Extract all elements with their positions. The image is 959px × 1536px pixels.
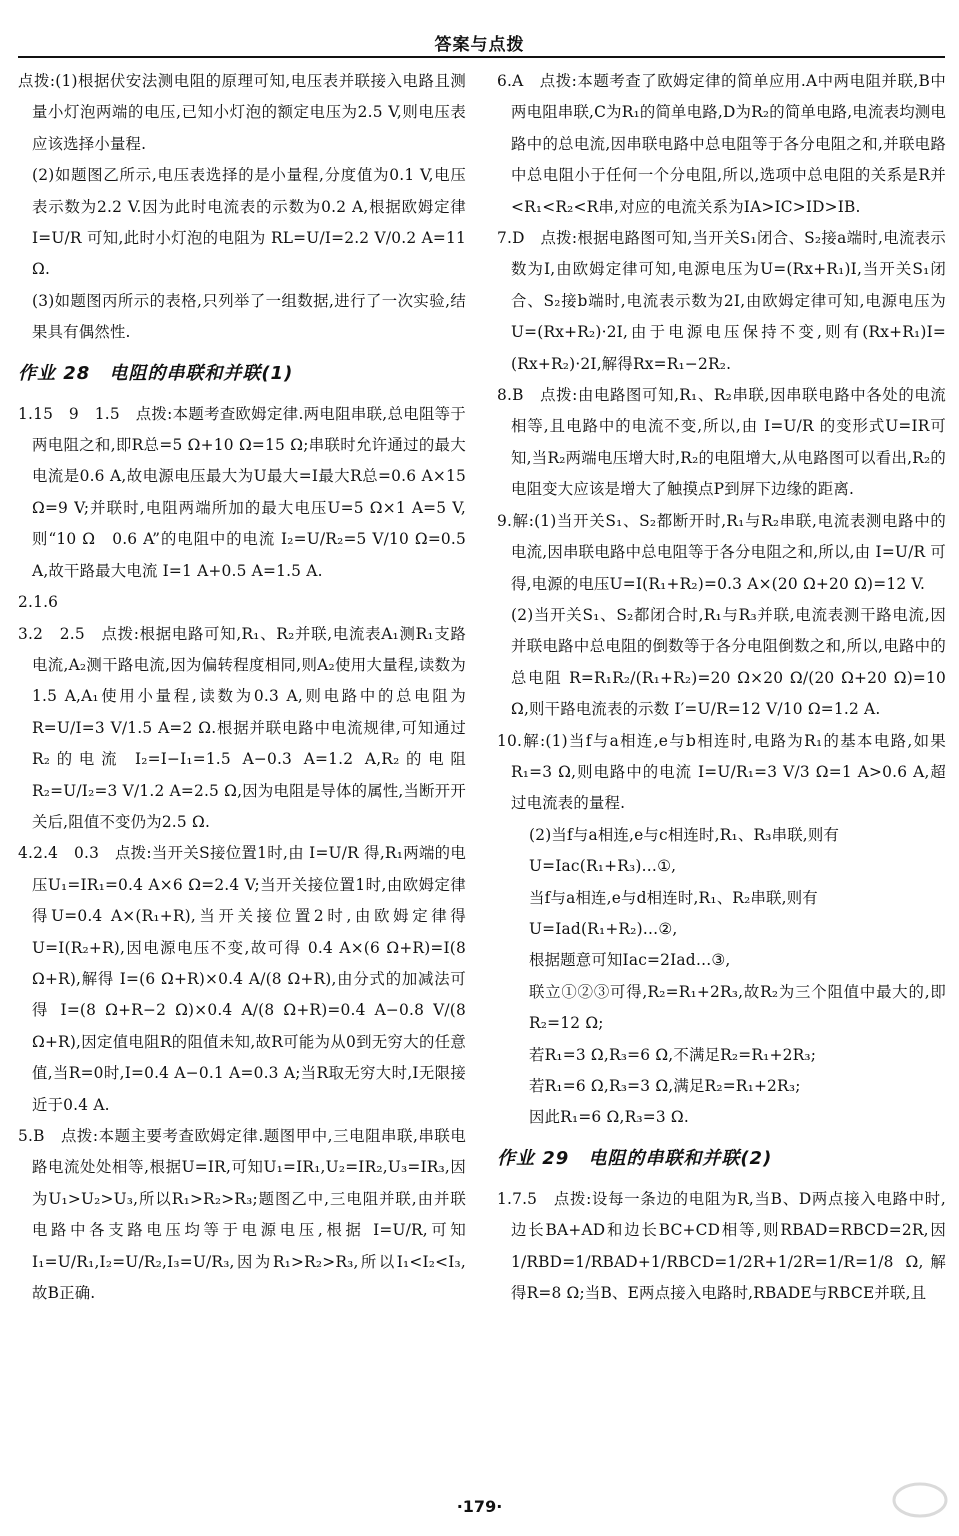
paragraph: 7.D 点拨:根据电路图可知,当开关S₁闭合、S₂接a端时,电流表示数为I,由欧姆定律可知,电源电压为U=(Rx+R₁)I,当开关S₁闭合、S₂接b端时,电流表示数为2I,由欧姆定律可知,电源电压为U=(Rx+R₂)·2I,由于电源电压保持不变,则有(Rx+R₁)I=(Rx+R₂)·2I,解得Rx=R₁−2R₂. [497, 229, 946, 373]
header-title: 答案与点拨 [434, 35, 525, 55]
paragraph: 1.7.5 点拨:设每一条边的电阻为R,当B、D两点接入电路中时,边长BA+AD和边长BC+CD相等,则RBAD=RBCD=2R,因 1/RBD=1/RBAD+1/RBCD=1/2R+1/2R=1/R=1/8 Ω,解得R=8 Ω;当B、E两点接入电路时,RBADE与RBCE并联,且 [497, 1189, 946, 1303]
paragraph: (3)如题图丙所示的表格,只列举了一组数据,进行了一次实验,结果具有偶然性. [32, 291, 466, 342]
paragraph: U=Iac(R₁+R₃)…①, [529, 857, 677, 876]
paragraph: 若R₁=6 Ω,R₃=3 Ω,满足R₂=R₁+2R₃; [529, 1077, 801, 1095]
paragraph: 4.2.4 0.3 点拨:当开关S接位置1时,由 I=U/R 得,R₁两端的电压U₁=IR₁=0.4 A×6 Ω=2.4 V;当开关接位置1时,由欧姆定律得U=0.4 A×(R₁+R),当开关接位置2时,由欧姆定律得U=I(R₂+R),因电源电压不变,故可得 0.4 A×(6 Ω+R)=I(8 Ω+R),解得 I=(6 Ω+R)×0.4 A/(8 Ω+R),由分式的加减法可得 I=(8 Ω+R−2 Ω)×0.4 A/(8 Ω+R)=0.4 A−0.8 V/(8 Ω+R),因定值电阻R的阻值未知,故R可能为从0到无穷大的任意值,当R=0时,I=0.4 A−0.1 A=0.3 A;当R取无穷大时,I无限接近于0.4 A. [18, 844, 466, 1114]
page-number: ·179· [456, 1497, 503, 1516]
paragraph: (2)如题图乙所示,电压表选择的是小量程,分度值为0.1 V,电压表示数为2.2 V.因为此时电流表的示数为0.2 A,根据欧姆定律 I=U/R 可知,此时小灯泡的电阻为 RL=U/I=2.2 V/0.2 A=11 Ω. [32, 166, 466, 279]
section-heading: 作业 29 电阻的串联和并联(2) [497, 1147, 773, 1169]
paragraph: (2)当f与a相连,e与c相连时,R₁、R₃串联,则有 [529, 825, 840, 844]
right-column [497, 66, 946, 1309]
header-rule [18, 56, 945, 58]
paragraph: 6.A 点拨:本题考查了欧姆定律的简单应用.A中两电阻并联,B中两电阻串联,C为R₁的简单电路,D为R₂的简单电路,电流表均测电路中的总电流,因串联电路中总电阻等于各分电阻之和,并联电路中总电阻小于任何一个分电阻,所以,选项中总电阻的关系是R并<R₁<R₂<R串,对应的电流关系为IA>IC>ID>IB. [497, 72, 946, 216]
paragraph: 2.1.6 [18, 593, 59, 612]
paragraph: 根据题意可知Iac=2Iad…③, [529, 951, 731, 970]
paragraph: 10.解:(1)当f与a相连,e与b相连时,电路为R₁的基本电路,如果R₁=3 Ω,则电路中的电流 I=U/R₁=3 V/3 Ω=1 A>0.6 A,超过电流表的量程. [497, 731, 946, 813]
paragraph: 5.B 点拨:本题主要考查欧姆定律.题图甲中,三电阻串联,串联电路电流处处相等,根据U=IR,可知U₁=IR₁,U₂=IR₂,U₃=IR₃,因为U₁>U₂>U₃,所以R₁>R₂>R₃;题图乙中,三电阻并联,由并联电路中各支路电压均等于电源电压,根据 I=U/R,可知 I₁=U/R₁,I₂=U/R₂,I₃=U/R₃,因为R₁>R₂>R₃,所以I₁<I₂<I₃,故B正确. [18, 1127, 466, 1303]
section-heading: 作业 28 电阻的串联和并联(1) [18, 362, 294, 384]
paragraph: 若R₁=3 Ω,R₃=6 Ω,不满足R₂=R₁+2R₃; [529, 1045, 817, 1064]
paragraph: (2)当开关S₁、S₂都闭合时,R₁与R₃并联,电流表测干路电流,因并联电路中总电阻的倒数等于各分电阻倒数之和,所以,电路中的总电阻 R=R₁R₂/(R₁+R₂)=20 Ω×20 Ω/(20 Ω+20 Ω)=10 Ω,则干路电流表的示数 I′=U/R=12 V/10 Ω=1.2 A. [511, 605, 946, 719]
paragraph: 因此R₁=6 Ω,R₃=3 Ω. [529, 1108, 689, 1127]
paragraph: 点拨:(1)根据伏安法测电阻的原理可知,电压表并联接入电路且测量小灯泡两端的电压,已知小灯泡的额定电压为2.5 V,则电压表应该选择小量程. [18, 72, 466, 153]
left-column [18, 66, 466, 1309]
watermark-shape [770, 1478, 952, 1530]
paragraph: 联立①②③可得,R₂=R₁+2R₃,故R₂为三个阻值中最大的,即R₂=12 Ω; [529, 982, 946, 1033]
paragraph: 9.解:(1)当开关S₁、S₂都断开时,R₁与R₂串联,电流表测电路中的电流,因串联电路中总电阻等于各分电阻之和,所以,由 I=U/R 可得,电源的电压U=I(R₁+R₂)=0.3 A×(20 Ω+20 Ω)=12 V. [497, 511, 946, 593]
paragraph: 当f与a相连,e与d相连时,R₁、R₂串联,则有 [529, 888, 818, 907]
paragraph: 1.15 9 1.5 点拨:本题考查欧姆定律.两电阻串联,总电阻等于两电阻之和,即R总=5 Ω+10 Ω=15 Ω;串联时允许通过的最大电流是0.6 A,故电源电压最大为U最大=I最大R总=0.6 A×15 Ω=9 V;并联时,电阻两端所加的最大电压U=5 Ω×1 A=5 V,则“10 Ω 0.6 A”的电阻中的电流 I₂=U/R₂=5 V/10 Ω=0.5 A,故干路最大电流 I=1 A+0.5 A=1.5 A. [18, 404, 466, 580]
page-header [0, 0, 959, 58]
paragraph: 3.2 2.5 点拨:根据电路可知,R₁、R₂并联,电流表A₁测R₁支路电流,A₂测干路电流,因为偏转程度相同,则A₂使用大量程,读数为1.5 A,A₁使用小量程,读数为0.3 A,则电路中的总电阻为 R=U/I=3 V/1.5 A=2 Ω.根据并联电路中电流规律,可知通过R₂的电流 I₂=I−I₁=1.5 A−0.3 A=1.2 A,R₂的电阻 R₂=U/I₂=3 V/1.2 A=2.5 Ω,因为电阻是导体的属性,当断开开关后,阻值不变仍为2.5 Ω. [18, 624, 466, 831]
paragraph: U=Iad(R₁+R₂)…②, [529, 919, 678, 938]
watermark-logo [770, 1478, 952, 1530]
paragraph: 8.B 点拨:由电路图可知,R₁、R₂串联,因串联电路中各处的电流相等,且电路中的电流不变,所以,由 I=U/R 的变形式U=IR可知,当R₂两端电压增大时,R₂的电阻增大,从电路图可以看出,R₂的电阻变大应该是增大了触摸点P到屏下边缘的距离. [497, 386, 946, 499]
